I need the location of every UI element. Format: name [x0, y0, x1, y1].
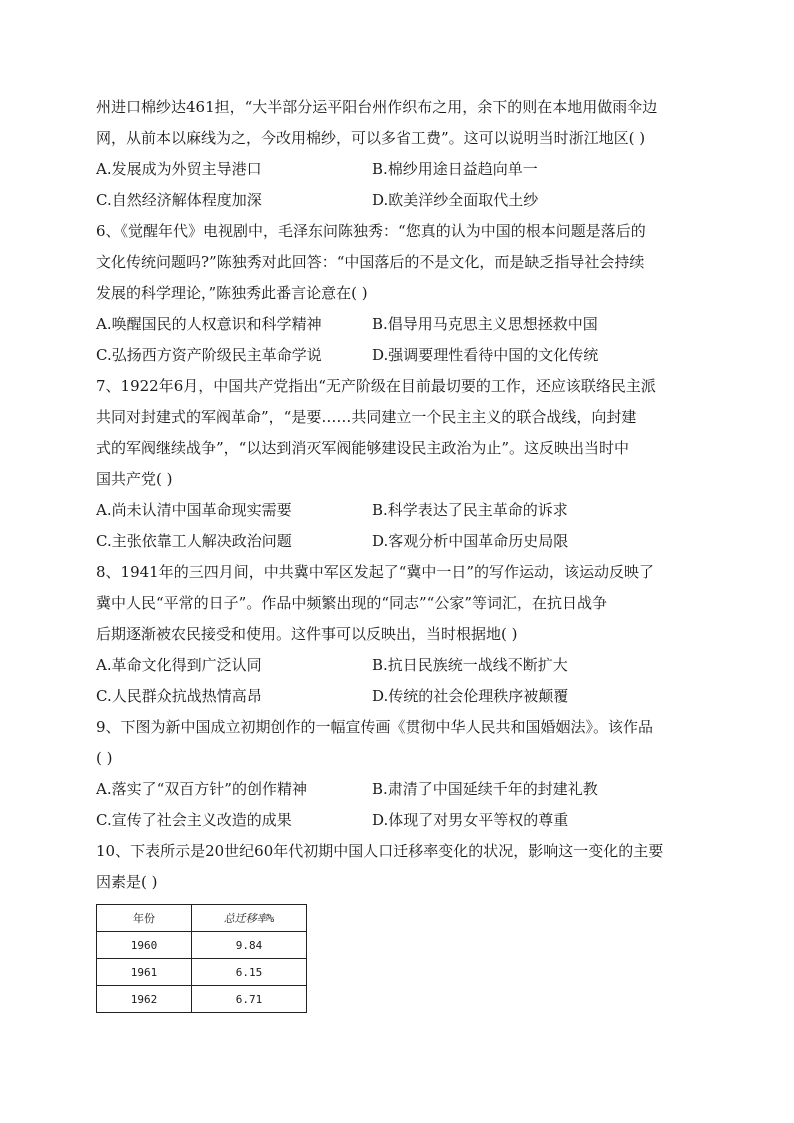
table-header-rate: 总迁移率%: [192, 905, 307, 932]
question-9-options-row-1: [96, 774, 700, 805]
question-7-line-2: 共同对封建式的军阀革命”，“是要……共同建立一个民主主义的联合战线，向封建: [96, 408, 637, 426]
question-9-line-2: ( ): [96, 749, 113, 767]
table-row: [97, 986, 307, 1013]
question-7-options-row-1: [96, 495, 700, 526]
question-7-line-4: 国共产党( ): [96, 470, 173, 488]
table-cell-rate: 9.84: [192, 932, 307, 959]
option-d[interactable]: D.客观分析中国革命历史局限: [372, 532, 569, 550]
question-7: [96, 371, 700, 557]
option-c[interactable]: C.弘扬西方资产阶级民主革命学说: [96, 346, 322, 364]
question-10: [96, 836, 700, 1013]
question-5-options-row-2: [96, 185, 700, 216]
question-5: [96, 92, 700, 216]
option-a[interactable]: A.唤醒国民的人权意识和科学精神: [96, 315, 322, 333]
option-d[interactable]: D.强调要理性看待中国的文化传统: [372, 346, 599, 364]
option-b[interactable]: B.倡导用马克思主义思想拯救中国: [372, 315, 598, 333]
table-cell-rate: 6.71: [192, 986, 307, 1013]
option-a[interactable]: A.革命文化得到广泛认同: [96, 656, 262, 674]
question-6-line-2: 文化传统问题吗?”陈独秀对此回答：“中国落后的不是文化，而是缺乏指导社会持续: [96, 253, 645, 271]
question-8-line-2: 冀中人民“平常的日子”。作品中频繁出现的“同志”“公家”等词汇，在抗日战争: [96, 594, 608, 612]
option-d[interactable]: D.传统的社会伦理秩序被颠覆: [372, 687, 569, 705]
question-8-options-row-2: [96, 681, 700, 712]
question-6-line-1: 6、《觉醒年代》电视剧中，毛泽东问陈独秀：“您真的认为中国的根本问题是落后的: [96, 222, 646, 240]
question-5-options-row-1: [96, 154, 700, 185]
question-8-line-1: 8、1941年的三四月间，中共冀中军区发起了“冀中一日”的写作运动，该运动反映了: [96, 563, 655, 581]
table-cell-year: 1961: [97, 959, 192, 986]
question-5-line-2: 网，从前本以麻线为之，今改用棉纱，可以多省工费”。这可以说明当时浙江地区( ): [96, 129, 646, 147]
question-9-line-1: 9、下图为新中国成立初期创作的一幅宣传画《贯彻中华人民共和国婚姻法》。该作品: [96, 718, 654, 736]
option-b[interactable]: B.科学表达了民主革命的诉求: [372, 501, 568, 519]
option-b[interactable]: B.抗日民族统一战线不断扩大: [372, 656, 568, 674]
question-content: [96, 92, 700, 1013]
table-cell-year: 1960: [97, 932, 192, 959]
question-10-line-2: 因素是( ): [96, 873, 158, 891]
table-header-year: 年份: [97, 905, 192, 932]
question-6-line-3: 发展的科学理论，”陈独秀此番言论意在( ): [96, 284, 368, 302]
question-7-line-1: 7、1922年6月，中国共产党指出“无产阶级在目前最切要的工作，还应该联络民主派: [96, 377, 656, 395]
option-a[interactable]: A.落实了“双百方针”的创作精神: [96, 780, 307, 798]
question-5-line-1: 州进口棉纱达461担，“大半部分运平阳台州作织布之用，余下的则在本地用做雨伞边: [96, 98, 658, 116]
option-b[interactable]: B.肃清了中国延续千年的封建礼教: [372, 780, 598, 798]
question-6-options-row-1: [96, 309, 700, 340]
question-6-options-row-2: [96, 340, 700, 371]
question-9-options-row-2: [96, 805, 700, 836]
question-10-line-1: 10、下表所示是20世纪60年代初期中国人口迁移率变化的状况，影响这一变化的主要: [96, 842, 664, 860]
option-d[interactable]: D.欧美洋纱全面取代土纱: [372, 191, 539, 209]
table-row: [97, 959, 307, 986]
table-cell-rate: 6.15: [192, 959, 307, 986]
option-c[interactable]: C.主张依靠工人解决政治问题: [96, 532, 292, 550]
question-7-line-3: 式的军阀继续战争”，“以达到消灭军阀能够建设民主政治为止”。这反映出当时中: [96, 439, 630, 457]
option-c[interactable]: C.宣传了社会主义改造的成果: [96, 811, 292, 829]
question-7-options-row-2: [96, 526, 700, 557]
question-9: [96, 712, 700, 836]
question-6: [96, 216, 700, 371]
option-c[interactable]: C.人民群众抗战热情高昂: [96, 687, 262, 705]
option-a[interactable]: A.发展成为外贸主导港口: [96, 160, 262, 178]
migration-rate-table: [96, 904, 307, 1013]
option-d[interactable]: D.体现了对男女平等权的尊重: [372, 811, 569, 829]
question-8-line-3: 后期逐渐被农民接受和使用。这件事可以反映出，当时根据地( ): [96, 625, 518, 643]
question-8: [96, 557, 700, 712]
option-b[interactable]: B.棉纱用途日益趋向单一: [372, 160, 538, 178]
table-header-row: [97, 905, 307, 932]
question-8-options-row-1: [96, 650, 700, 681]
option-a[interactable]: A.尚未认清中国革命现实需要: [96, 501, 292, 519]
table-cell-year: 1962: [97, 986, 192, 1013]
option-c[interactable]: C.自然经济解体程度加深: [96, 191, 262, 209]
table-row: [97, 932, 307, 959]
